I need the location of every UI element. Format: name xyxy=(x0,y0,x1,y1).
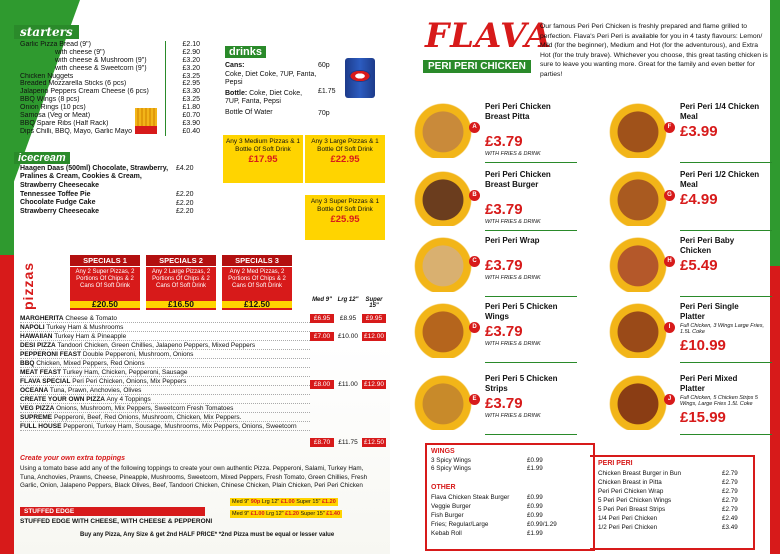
list-item: with cheese & Mushroom (9") xyxy=(55,56,147,64)
meal-image xyxy=(395,168,475,226)
price: £10.00 xyxy=(338,333,358,340)
list-item: 1/4 Peri Peri Chicken xyxy=(598,515,658,522)
price: £1.00 xyxy=(280,499,295,505)
pizza-desc: Double Pepperoni, Mushroom, Onions xyxy=(82,351,194,358)
meal-image xyxy=(395,100,475,158)
stuffed-edge-text: STUFFED EDGE WITH CHEESE, WITH CHEESE & PEPPERONI xyxy=(20,518,213,525)
meal-name: Peri Peri Chicken Breast Pitta xyxy=(485,102,551,121)
pizza-desc: Tandoori Chicken, Green Chillies, Jalapeno Peppers, Mixed Peppers xyxy=(57,342,256,349)
divider xyxy=(680,296,772,297)
list-item xyxy=(20,404,310,413)
pizza-name: CREATE YOUR OWN PIZZA xyxy=(20,396,105,403)
meal-price: £3.79 xyxy=(485,257,523,274)
deal-box xyxy=(305,135,385,183)
meal-subtitle: Full Chicken, 5 Chicken Strips 5 Wings, Large Fries 1.5L Coke xyxy=(680,395,758,407)
deal-price: £17.95 xyxy=(248,154,278,165)
list-item: Breaded Mozzarella Sticks (6 pcs) xyxy=(20,80,127,88)
list-item: Chicken Nuggets xyxy=(20,72,74,80)
meal-name: Peri Peri 1/2 Chicken Meal xyxy=(680,170,760,189)
price: £1.00 xyxy=(250,511,265,517)
special-price: £16.50 xyxy=(146,301,216,308)
list-item xyxy=(20,413,310,422)
list-item xyxy=(20,386,310,395)
size-header: Med 9" xyxy=(312,297,332,303)
size-label: Lrg 12" xyxy=(266,511,284,517)
price: 70p xyxy=(318,110,330,117)
price: £3.30 xyxy=(182,88,200,96)
list-item: Peri Peri Chicken Wrap xyxy=(598,488,664,495)
meal-marker: G xyxy=(664,190,675,201)
pizza-list xyxy=(20,314,310,431)
price: £12.00 xyxy=(362,332,386,341)
list-item xyxy=(20,323,310,332)
meal-image xyxy=(395,234,475,292)
divider xyxy=(680,434,772,435)
pizza-name: NAPOLI xyxy=(20,324,45,331)
meal-price: £10.99 xyxy=(680,337,726,354)
meal-card xyxy=(395,234,585,294)
extra-size-row xyxy=(230,498,338,506)
extra-size-row xyxy=(230,510,342,518)
pizza-desc: Onions, Mushroom, Mix Peppers, Sweetcorn Fresh Tomatoes xyxy=(56,405,234,412)
meal-subtitle: WITH FRIES & DRINK xyxy=(485,413,541,419)
meal-marker: C xyxy=(469,256,480,267)
list-item: Dips Chilli, BBQ, Mayo, Garlic Mayo xyxy=(20,127,133,135)
list-item: 3 Spicy Wings xyxy=(431,457,471,464)
intro-text: Our famous Peri Peri Chicken is freshly prepared and flame grilled to perfection. Flava's Peri Peri is available for you in 4 tasty flavours: Lemon/ Mild (for the beginner), Medium and Hot (for the adventurous), and Extra Hot (for the truly brave). Whichever you choose, this great tasting chicken is sure to leave you wanting more. Great for the family and even better for parties! xyxy=(540,23,768,78)
price: £2.10 xyxy=(182,41,200,48)
special-price: £20.50 xyxy=(70,301,140,308)
half-price-note: Buy any Pizza, Any Size & get 2nd HALF PRICE* *2nd Pizza must be equal or lesser value xyxy=(80,532,335,538)
meal-marker: E xyxy=(469,394,480,405)
price: £2.79 xyxy=(722,497,738,504)
list-item xyxy=(20,377,310,386)
size-label: Med 9" xyxy=(232,499,250,505)
price: £6.95 xyxy=(310,314,334,323)
special-title: SPECIALS 2 xyxy=(146,255,216,267)
price: £3.25 xyxy=(182,96,200,104)
pizza-name: SUPREME xyxy=(20,414,53,421)
pizza-name: DESI PIZZA xyxy=(20,342,56,349)
price: £3.20 xyxy=(182,56,200,64)
price: £3.49 xyxy=(722,524,738,531)
list-item xyxy=(20,332,310,341)
size-header: Lrg 12" xyxy=(337,297,359,303)
special-text: Any 2 Large Pizzas, 2 Portions Of Chips & 2 Cans Of Soft Drink xyxy=(151,269,211,289)
cans-text: Coke, Diet Coke, 7UP, Fanta, Pepsi xyxy=(225,70,317,86)
special-text: Any 2 Super Pizzas, 2 Portions Of Chips & 2 Cans Of Soft Drink xyxy=(75,269,135,289)
meal-name: Peri Peri Single Platter xyxy=(680,302,739,321)
price: £2.95 xyxy=(182,80,200,88)
size-label: Super 15" xyxy=(296,499,321,505)
pizza-desc: Chicken, Mixed Peppers, Red Onions xyxy=(36,360,145,367)
meal-name: Peri Peri 5 Chicken Strips xyxy=(485,374,558,393)
list-item: Strawberry Cheesecake xyxy=(20,207,99,215)
pizza-desc: Any 4 Toppings xyxy=(106,396,151,403)
meal-image xyxy=(395,300,475,358)
special-box xyxy=(70,255,140,310)
list-item: Fries; Regular/Large xyxy=(431,521,489,528)
list-item xyxy=(20,350,310,359)
list-item: Haagen Daas (500ml) Chocolate, Strawberry, Pralines & Cream, Cookies & Cream, Strawberry Cheesecake xyxy=(20,165,169,189)
special-box xyxy=(146,255,216,310)
list-item: 5 Peri Peri Breast Strips xyxy=(598,506,666,513)
divider xyxy=(485,434,577,435)
divider xyxy=(485,230,577,231)
extra-toppings-heading: Create your own extra toppings xyxy=(20,455,126,462)
bottle-text: Coke, Diet Coke, 7UP, Fanta, Pepsi xyxy=(225,89,303,105)
meal-image xyxy=(590,372,670,430)
meal-card xyxy=(590,300,780,360)
icecream-heading: icecream xyxy=(14,152,70,164)
starters-heading: starters xyxy=(14,25,79,39)
left-stripe xyxy=(0,0,14,554)
pizza-name: MARGHERITA xyxy=(20,315,64,322)
deal-price: £25.95 xyxy=(330,214,360,225)
price: £8.00 xyxy=(310,380,334,389)
meal-card xyxy=(590,100,780,160)
size-header: Super 15" xyxy=(365,297,383,309)
price: £2.79 xyxy=(722,506,738,513)
price: £7.00 xyxy=(310,332,334,341)
price: £9.95 xyxy=(362,314,386,323)
special-title: SPECIALS 3 xyxy=(222,255,292,267)
pizza-name: OCEANA xyxy=(20,387,49,394)
icecream-list xyxy=(20,165,170,216)
meal-name: Peri Peri Chicken Breast Burger xyxy=(485,170,551,189)
meal-card xyxy=(395,168,585,228)
list-item: Garlic Pizza Bread (9") xyxy=(20,41,91,48)
pizza-desc: Turkey Ham, Chicken, Pepperoni, Sausage xyxy=(62,369,188,376)
price: £1.99 xyxy=(527,530,543,537)
pizza-desc: Turkey Ham & Mushrooms xyxy=(46,324,124,331)
price: £11.75 xyxy=(338,439,358,446)
price: £1.75 xyxy=(318,88,336,95)
can-image xyxy=(345,58,375,98)
special-price: £12.50 xyxy=(222,301,292,308)
size-label: Med 9" xyxy=(232,511,250,517)
meal-name: Peri Peri Wrap xyxy=(485,236,540,245)
list-item: Chocolate Fudge Cake xyxy=(20,199,96,207)
brand-logo: FLAVA xyxy=(425,16,553,56)
section-title: WINGS xyxy=(431,448,455,455)
list-item: Flava Chicken Steak Burger xyxy=(431,494,510,501)
list-item xyxy=(20,368,310,377)
starters-prices xyxy=(165,41,200,136)
meal-card xyxy=(395,100,585,160)
drinks-list xyxy=(225,62,317,117)
list-item: BBQ Spare Ribs (Half Rack) xyxy=(20,119,109,127)
list-item: Kebab Roll xyxy=(431,530,462,537)
list-item: BBQ Wings (8 pcs) xyxy=(20,96,80,104)
meal-marker: D xyxy=(469,322,480,333)
deal-price: £22.95 xyxy=(330,154,360,165)
price: £3.90 xyxy=(182,119,200,127)
special-title: SPECIALS 1 xyxy=(70,255,140,267)
peri-peri-box xyxy=(590,455,755,550)
price: £3.25 xyxy=(182,72,200,80)
price: £1.20 xyxy=(322,499,336,505)
price: £2.20 xyxy=(176,208,194,215)
meal-card xyxy=(590,168,780,228)
list-item xyxy=(20,341,310,350)
price: £12.90 xyxy=(362,380,386,389)
price: £3.20 xyxy=(182,64,200,72)
list-item: Veggie Burger xyxy=(431,503,471,510)
divider xyxy=(680,230,772,231)
meal-card xyxy=(395,300,585,360)
deal-text: Any 3 Super Pizzas & 1 Bottle Of Soft Drink xyxy=(310,198,380,213)
price: £8.95 xyxy=(339,315,357,322)
divider xyxy=(485,362,577,363)
wings-box xyxy=(425,443,595,551)
list-item: 5 Peri Peri Chicken Wings xyxy=(598,497,672,504)
pizza-name: MEAT FEAST xyxy=(20,369,62,376)
price: £0.99 xyxy=(527,494,543,501)
price: £1.80 xyxy=(182,104,200,112)
price: 90p xyxy=(250,499,261,505)
price: £11.00 xyxy=(338,381,358,388)
pizza-desc: Peri Peri Chicken, Onions, Mix Peppers xyxy=(72,378,187,385)
list-item: with cheese & Sweetcorn (9") xyxy=(55,64,147,72)
meal-card xyxy=(590,234,780,294)
meal-price: £3.79 xyxy=(485,323,523,340)
pizza-name: FULL HOUSE xyxy=(20,423,62,430)
list-item: 6 Spicy Wings xyxy=(431,465,471,472)
list-item xyxy=(20,422,310,431)
special-text: Any 2 Med Pizzas, 2 Portions Of Chips & 2 Cans Of Soft Drink xyxy=(228,269,286,289)
meal-subtitle: WITH FRIES & DRINK xyxy=(485,341,541,347)
pizza-name: BBQ xyxy=(20,360,35,367)
deal-box xyxy=(223,135,303,183)
meal-price: £15.99 xyxy=(680,409,726,426)
price: 60p xyxy=(318,62,330,69)
meal-price: £5.49 xyxy=(680,257,718,274)
meal-marker: I xyxy=(664,322,675,333)
price: £8.70 xyxy=(310,438,334,447)
list-item: Chicken Breast Burger in Bun xyxy=(598,470,681,477)
price: £2.20 xyxy=(176,191,194,198)
meal-subtitle: Full Chicken, 3 Wings Large Fries, 1.5L Coke xyxy=(680,323,765,335)
meal-price: £3.79 xyxy=(485,395,523,412)
price: £2.90 xyxy=(182,48,200,56)
price: £0.99/1.29 xyxy=(527,521,557,528)
price: £2.79 xyxy=(722,488,738,495)
meal-marker: F xyxy=(664,122,675,133)
list-item: with cheese (9") xyxy=(55,48,105,56)
divider xyxy=(680,362,772,363)
pizza-desc: Pepperoni, Beef, Red Onions, Mushroom, Chicken, Mix Peppers. xyxy=(53,414,242,421)
cans-label: Cans: xyxy=(225,62,245,69)
price: £0.40 xyxy=(182,127,200,135)
meal-name: Peri Peri Mixed Platter xyxy=(680,374,738,393)
meal-subtitle: WITH FRIES & DRINK xyxy=(485,150,541,157)
price: £1.20 xyxy=(285,511,299,517)
pizza-name: HAWAIIAN xyxy=(20,333,53,340)
price: £2.20 xyxy=(176,200,194,207)
extra-toppings-text: Using a tomato base add any of the following toppings to create your own authentic Pizza. Pepperoni, Salami, Turkey Ham, Tuna, Anchovies, Prawns, Cheese, Pineapple, Mushrooms, Sweetcorn, Mixed Peppers, Fresh Tomato, Green Chillies, Fresh Garlic, Onion, Jalapeno Peppers, Black Olives, Beef, Tandoori Chicken, Chinese Chicken, Plain Chicken, Peri Peri Chicken xyxy=(20,465,368,489)
brand-subtitle: PERI PERI CHICKEN xyxy=(423,60,531,73)
pizza-desc: Turkey Ham & Pineapple xyxy=(54,333,127,340)
price: £2.79 xyxy=(722,479,738,486)
meal-image xyxy=(590,100,670,158)
divider xyxy=(485,162,577,163)
list-item: Fish Burger xyxy=(431,512,464,519)
list-item: Tennessee Toffee Pie xyxy=(20,191,91,198)
pizza-desc: Cheese & Tomato xyxy=(65,315,117,322)
meal-marker: J xyxy=(664,394,675,405)
price: £0.99 xyxy=(527,457,543,464)
meal-image xyxy=(590,234,670,292)
meal-subtitle: WITH FRIES & DRINK xyxy=(485,275,541,281)
divider xyxy=(680,162,772,163)
list-item: Jalapeno Peppers Cream Cheese (6 pcs) xyxy=(20,88,149,96)
meal-price: £3.79 xyxy=(485,132,523,150)
meal-image xyxy=(590,300,670,358)
price: £2.49 xyxy=(722,515,738,522)
meal-name: Peri Peri Baby Chicken xyxy=(680,236,735,255)
size-label: Super 15" xyxy=(300,511,325,517)
special-box xyxy=(222,255,292,310)
meal-marker: A xyxy=(469,122,480,133)
pizza-name: PEPPERONI FEAST xyxy=(20,351,82,358)
divider xyxy=(485,296,577,297)
deal-text: Any 3 Large Pizzas & 1 Bottle Of Soft Drink xyxy=(311,138,379,153)
section-title: OTHER xyxy=(431,484,456,491)
price: £0.99 xyxy=(527,503,543,510)
bottle-label: Bottle: xyxy=(225,89,248,97)
price: £0.99 xyxy=(527,512,543,519)
meal-image xyxy=(590,168,670,226)
meal-subtitle: WITH FRIES & DRINK xyxy=(485,218,541,225)
meal-price: £3.79 xyxy=(485,200,523,218)
deal-box xyxy=(305,195,385,240)
deal-text: Any 3 Medium Pizzas & 1 Bottle Of Soft Drink xyxy=(225,138,301,153)
price: £0.70 xyxy=(182,112,200,120)
meal-name: Peri Peri 5 Chicken Wings xyxy=(485,302,558,321)
fries-image xyxy=(135,108,157,134)
size-label: Lrg 12" xyxy=(261,499,280,505)
right-page xyxy=(390,0,780,554)
water-text: Bottle Of Water xyxy=(225,108,273,116)
section-title: PERI PERI xyxy=(598,460,633,467)
meal-card xyxy=(395,372,585,432)
list-item: 1/2 Peri Peri Chicken xyxy=(598,524,658,531)
list-item xyxy=(20,314,310,323)
pizza-desc: Pepperoni, Turkey Ham, Sousage, Mushrooms, Mix Peppers, Onions, Sweetcorn xyxy=(63,423,297,430)
meal-image xyxy=(395,372,475,430)
list-item xyxy=(20,395,310,404)
meal-card xyxy=(590,372,780,432)
meal-price: £4.99 xyxy=(680,191,718,208)
stuffed-edge-heading: STUFFED EDGE xyxy=(20,507,205,516)
list-item xyxy=(20,359,310,368)
price: £1.99 xyxy=(527,465,543,472)
pizza-desc: Tuna, Prawn, Anchovies, Olives xyxy=(49,387,142,394)
price: £1.40 xyxy=(326,511,341,517)
drinks-heading: drinks xyxy=(225,46,266,58)
pizza-name: VEG PIZZA xyxy=(20,405,55,412)
meal-price: £3.99 xyxy=(680,123,718,140)
price: £2.79 xyxy=(722,470,738,477)
meal-name: Peri Peri 1/4 Chicken Meal xyxy=(680,102,760,121)
meal-marker: B xyxy=(469,190,480,201)
pizzas-heading: pizzas xyxy=(20,261,36,310)
price: £12.50 xyxy=(362,438,386,447)
list-item: Samosa (Veg or Meat) xyxy=(20,112,91,120)
meal-marker: H xyxy=(664,256,675,267)
list-item: Onion Rings (10 pcs) xyxy=(20,104,86,112)
price: £4.20 xyxy=(176,165,194,172)
list-item: Chicken Breast in Pitta xyxy=(598,479,662,486)
pizza-name: FLAVA SPECIAL xyxy=(20,378,71,385)
